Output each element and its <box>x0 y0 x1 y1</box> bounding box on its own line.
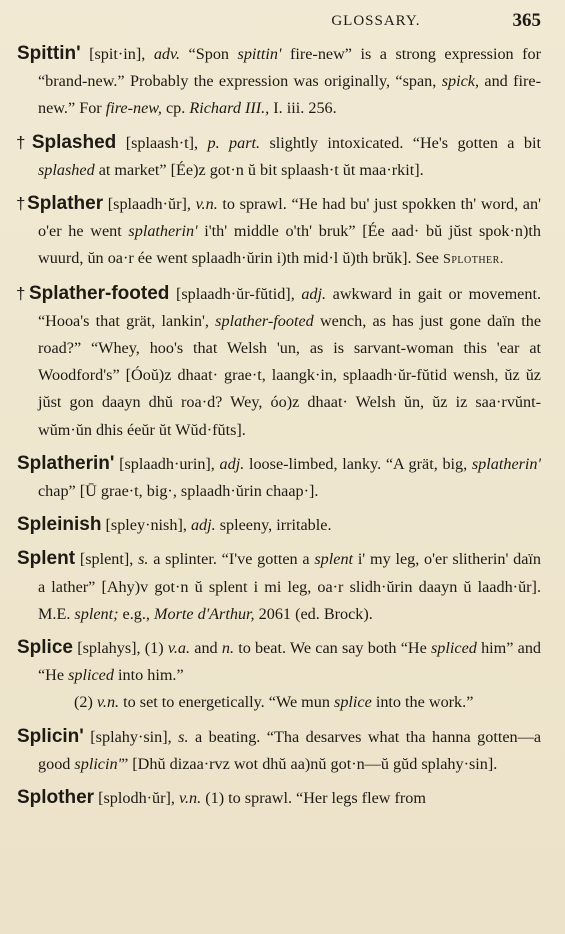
sub-sense <box>38 689 541 716</box>
headword-text: Spittin' <box>17 43 81 64</box>
italic-term: spliced <box>431 639 477 658</box>
headword <box>16 453 114 474</box>
entry-splashed <box>16 129 541 184</box>
definition-text: wench, as has just gone daïn the road?” “Whey, hoo's that Welsh 'un, as is sarvant-woman this 'ear at Woodford's” [Óoŭ)z dhaat· grae·t, laangk·in, splaadh·ŭr-fŭtid wensh, ŭz ŭz jŭst gon daayn dhŭ roa·d? Wey, óo)z dhaat· Welsh ŭn, ŭz iz saa·rvŭnt-wŭm·ŭn dhis éeŭr ŭt Wŭd·fŭts]. <box>38 311 542 439</box>
dagger-mark: † <box>16 283 28 303</box>
headword <box>16 787 94 808</box>
italic-term: adj. <box>190 516 216 535</box>
definition-text: ” [Dhŭ dizaa·rvz wot dhŭ aa)nŭ got·n—ŭ gŭd splahy·sin]. <box>121 754 498 773</box>
running-title: GLOSSARY. <box>331 12 421 29</box>
definition <box>38 455 541 500</box>
headword <box>16 193 103 214</box>
italic-term: adj. <box>219 454 245 473</box>
dagger-mark: † <box>16 132 31 152</box>
italic-term: spick, <box>441 72 480 91</box>
headword-text: Splother <box>17 787 95 809</box>
entry-splatherin <box>16 450 541 505</box>
italic-term: fire-new, <box>105 99 162 118</box>
headword <box>16 283 169 304</box>
italic-term: splather-footed <box>215 311 314 330</box>
definition-text: loose-limbed, lanky. “A grät, big, <box>244 454 472 473</box>
definition-text: (2) <box>74 693 97 712</box>
definition-text: [splent], <box>75 550 139 569</box>
headword <box>16 726 84 747</box>
italic-term: splatherin' <box>128 222 198 241</box>
definition-text: into him.” <box>113 666 184 685</box>
italic-term: splashed <box>38 160 95 179</box>
page-number: 365 <box>512 10 541 31</box>
running-header <box>16 8 541 34</box>
entry-splather-footed <box>16 280 541 444</box>
definition-text: and fire-new.” For <box>38 72 541 118</box>
definition <box>38 639 541 684</box>
definition <box>38 550 541 622</box>
definition-text: into the work.” <box>371 693 474 712</box>
definition-text: [spley·nish], <box>101 516 191 535</box>
definition-text: at market” [Ée)z got·n ŭ bit splaash·t ŭt maa·rkit]. <box>94 160 424 179</box>
cross-reference: Splother. <box>443 252 504 268</box>
entry-splent <box>16 545 541 628</box>
definition-text: [splahys], (1) <box>72 639 168 658</box>
headword-text: Splather-footed <box>28 282 170 304</box>
definition-text: a splinter. “I've gotten a <box>148 550 315 569</box>
definition <box>38 45 541 117</box>
dagger-mark: † <box>16 194 27 214</box>
headword-text: Spleinish <box>17 514 102 536</box>
italic-term: v.a. <box>167 639 191 658</box>
italic-term: n. <box>221 639 234 658</box>
italic-term: spliced <box>68 666 114 685</box>
definition-text: I. iii. 256. <box>269 99 337 118</box>
headword-text: Splicin' <box>17 725 84 747</box>
italic-term: Richard III., <box>189 99 270 118</box>
italic-term: splent; <box>74 604 119 623</box>
italic-term: s. <box>178 727 189 746</box>
definition-text: to beat. We can say both “He <box>233 639 431 658</box>
italic-term: splice <box>334 693 372 712</box>
italic-term: s. <box>138 550 149 569</box>
italic-term: splicin' <box>74 754 122 773</box>
definition-text: 2061 (ed. Brock). <box>254 604 373 623</box>
definition-text: awkward in gait or movement. “Hooa's that grät, lankin', <box>38 284 541 330</box>
definition-text: (1) to sprawl. “Her legs flew from <box>201 789 426 808</box>
definition <box>38 728 541 773</box>
definition-text: [splaadh·ŭr-fŭtid], <box>169 284 302 303</box>
headword <box>16 637 73 658</box>
definition-text: fire-new” is a strong expression for “brand-new.” Probably the expression was originally, “span, <box>38 45 542 91</box>
definition <box>101 516 331 534</box>
headword-text: Splashed <box>31 131 117 153</box>
headword-text: Splatherin' <box>17 452 115 474</box>
definition-text: [splaadh·urin], <box>114 454 220 473</box>
definition-text: to sprawl. “He had bu' just spokken th' word, an' o'er he went <box>38 195 541 241</box>
definition-text: him” and “He <box>38 639 542 685</box>
definition-text: to set to energetically. “We mun <box>119 693 335 712</box>
italic-term: splatherin' <box>471 454 541 473</box>
italic-term: v.n. <box>179 789 202 808</box>
entry-splice <box>16 634 541 717</box>
entry-splother <box>16 784 541 812</box>
definition-text: [spit·in], <box>80 45 154 63</box>
headword <box>16 132 116 153</box>
italic-term: spittin' <box>237 45 282 63</box>
headword-text: Splather <box>27 193 104 215</box>
definition-text: [splodh·ŭr], <box>94 789 180 808</box>
definition-text: cp. <box>161 99 190 118</box>
definition-text: “Spon <box>180 45 238 63</box>
entry-spleinish <box>16 511 541 539</box>
italic-term: splent <box>314 550 354 569</box>
italic-term: v.n. <box>96 693 120 712</box>
headword-text: Splent <box>17 548 76 570</box>
entry-splather <box>16 190 541 274</box>
definition <box>38 195 541 267</box>
definition <box>94 789 426 807</box>
entry-splicin <box>16 723 541 778</box>
italic-term: adv. <box>153 45 181 63</box>
headword-text: Splice <box>17 637 73 659</box>
headword <box>16 548 75 569</box>
definition-text: chap” [Ū grae·t, big·, splaadh·ŭrin chaap·]. <box>38 482 319 501</box>
definition <box>38 285 541 439</box>
definition-text: a beating. “Tha desarves what tha hanna gotten—a good <box>38 727 541 773</box>
definition-text: spleeny, irritable. <box>215 516 332 535</box>
definition-text: [splaash·t], <box>116 133 208 152</box>
definition-text: slightly intoxicated. “He's gotten a bit <box>260 133 541 152</box>
definition-text: [splaadh·ŭr], <box>103 195 196 214</box>
italic-term: Morte d'Arthur, <box>154 604 255 623</box>
definition-text: e.g., <box>118 604 154 623</box>
definition-text: i'th' middle o'th' bruk” [Ée aad· bŭ jŭst spok·n)th wuurd, ŭn oa·r ée went splaadh·ŭrin i)th mid·l ŭ)th brŭk]. See <box>38 222 541 268</box>
italic-term: p. part. <box>207 133 261 152</box>
definition-text: and <box>190 639 222 658</box>
headword <box>16 43 81 64</box>
definition-text: i' my leg, o'er slitherin' daïn a lather” [Ahy)v got·n ŭ splent i mi leg, oa·r slidh·ŭrin daayn ŭ laadh·ŭr]. M.E. <box>38 550 541 623</box>
italic-term: v.n. <box>195 195 218 214</box>
entry-spittin <box>16 40 541 123</box>
definition-text: [splahy·sin], <box>83 727 179 746</box>
italic-term: adj. <box>301 284 327 303</box>
headword <box>16 514 101 535</box>
